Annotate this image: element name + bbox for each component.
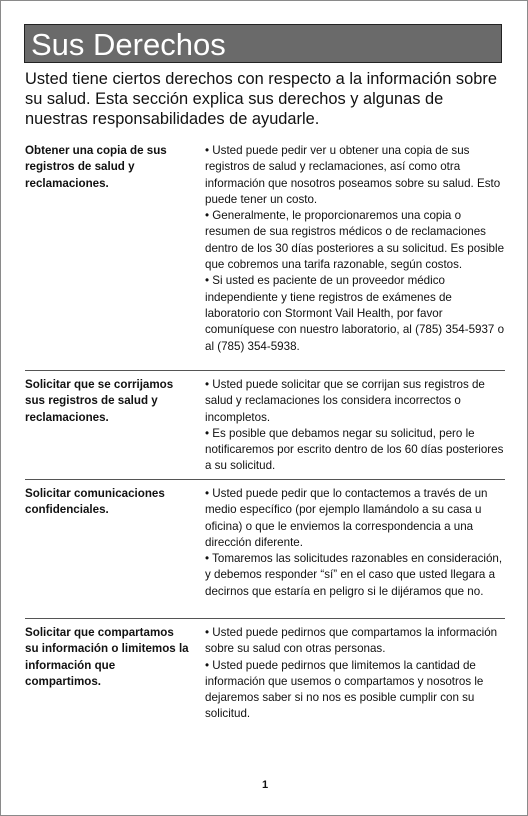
bullet-item: • Es posible que debamos negar su solicitud, pero le notificaremos por escrito dentro de los 60 días posteriores a su solicitud. (205, 426, 504, 473)
section-label: Obtener una copia de sus registros de salud y reclamaciones. (25, 144, 167, 190)
section-body (205, 625, 505, 723)
bullet-item: • Usted puede solicitar que se corrijan sus registros de salud y reclamaciones los considera incorrectos o incompletos. (205, 378, 485, 424)
section-label: Solicitar que compartamos su información o limitemos la información que compartimos. (25, 626, 189, 688)
section-body (205, 377, 505, 475)
section-divider (25, 370, 505, 371)
bullet-item: • Usted puede pedir que lo contactemos a través de un medio específico (por ejemplo llamándolo a su casa u oficina) o que le enviemos la correspondencia a una dirección diferente. (205, 487, 488, 549)
section-divider (25, 479, 505, 480)
section-body (205, 486, 505, 600)
section-body (205, 143, 505, 355)
bullet-item: • Si usted es paciente de un proveedor médico independiente y tiene registros de exámenes de laboratorio con Stormont Vail Health, por favor comuníquese con nuestro laboratorio, al (785) 354-5937 o al (785) 354-5938. (205, 274, 505, 353)
page-number: 1 (261, 779, 269, 791)
bullet-item: • Usted puede pedir ver u obtener una copia de sus registros de salud y reclamaciones, así como otra información que nosotros poseamos sobre su salud. Esto puede tener un costo. (205, 144, 501, 206)
section-label: Solicitar comunicaciones confidenciales. (25, 487, 165, 517)
section-label: Solicitar que se corrijamos sus registros de salud y reclamaciones. (25, 378, 174, 424)
section-divider (25, 618, 505, 619)
bullet-item: • Usted puede pedirnos que limitemos la cantidad de información que usemos o compartamos y nosotros le dejaremos saber si no nos es posible cumplir con su solicitud. (205, 658, 484, 721)
bullet-item: • Tomaremos las solicitudes razonables en consideración, y debemos responder “sí” en el caso que usted llegara a decirnos que estaría en peligro si le dijéramos que no. (205, 552, 503, 598)
page-title: Sus Derechos (24, 24, 502, 63)
bullet-item: • Generalmente, le proporcionaremos una copia o resumen de sua registros médicos o de reclamaciones dentro de los 30 días posteriores a su solicitud. Es posible que cobremos una tarifa razonable, según costos. (205, 209, 505, 272)
bullet-item: • Usted puede pedirnos que compartamos la información sobre su salud con otras personas. (205, 626, 498, 656)
intro-paragraph: Usted tiene ciertos derechos con respecto a la información sobre su salud. Esta sección explica sus derechos y algunas de nuestras responsabilidades de ayudarle. (25, 70, 497, 128)
